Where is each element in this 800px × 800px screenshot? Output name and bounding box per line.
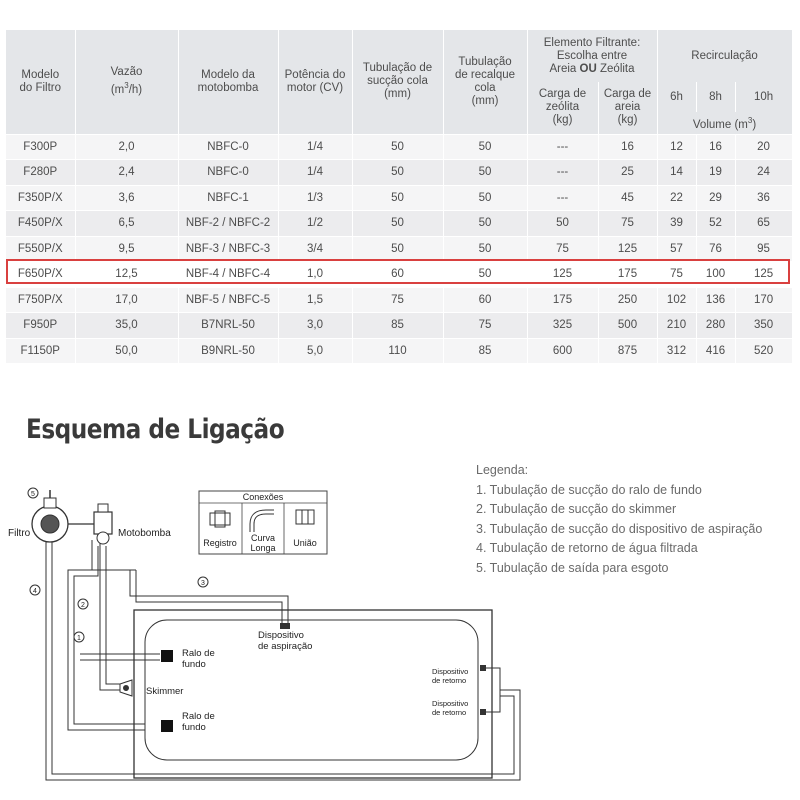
cell-modelo-motobomba: B7NRL-50 [178, 313, 278, 339]
cell-modelo-filtro: F280P [6, 160, 75, 186]
table-row [6, 287, 792, 313]
pump-label: Motobomba [118, 528, 171, 539]
pool-outer-wall [134, 610, 492, 778]
pipe-number-2 [78, 599, 88, 609]
legend-item: 4. Tubulação de retorno de água filtrada [476, 541, 698, 555]
header-recirculacao: Recirculação [657, 30, 792, 82]
uniao-label: União [293, 538, 317, 548]
cell-potencia: 3,0 [278, 313, 352, 339]
cell-carga-areia: 175 [598, 262, 657, 288]
curva-label: Curva Longa [250, 533, 276, 553]
header-recalque: Tubulação de recalque cola (mm) [443, 30, 527, 134]
pipe-number-3 [198, 577, 208, 587]
cell-potencia: 5,0 [278, 338, 352, 363]
cell-potencia: 1,0 [278, 262, 352, 288]
cell-carga-areia: 75 [598, 211, 657, 237]
cell-volume-6h: 22 [657, 185, 696, 211]
header-8h: 8h [696, 82, 735, 112]
pipe-number-1 [74, 632, 84, 642]
cell-volume-8h: 16 [696, 134, 735, 160]
header-carga-areia: Carga de areia (kg) [598, 82, 657, 134]
cell-recalque: 85 [443, 338, 527, 363]
skimmer-icon [120, 680, 132, 696]
pipe-number-4 [30, 585, 40, 595]
header-vazao: Vazão $(m^3/h)$ [75, 30, 178, 134]
cell-vazao: 2,0 [75, 134, 178, 160]
cell-recalque: 75 [443, 313, 527, 339]
legend-title: Legenda: [476, 463, 529, 477]
cell-succao: 50 [352, 211, 443, 237]
cell-succao: 110 [352, 338, 443, 363]
svg-text:5: 5 [31, 491, 35, 498]
connections-title: Conexões [242, 492, 284, 502]
cell-modelo-motobomba: NBF-3 / NBFC-3 [178, 236, 278, 262]
cell-volume-6h: 312 [657, 338, 696, 363]
cell-vazao: 50,0 [75, 338, 178, 363]
return-device-label: Dispositivo de retorno [432, 667, 469, 685]
cell-potencia: 1/4 [278, 160, 352, 186]
cell-carga-areia: 125 [598, 236, 657, 262]
cell-volume-6h: 14 [657, 160, 696, 186]
cell-carga-zeolita: 50 [527, 211, 598, 237]
cell-volume-10h: 20 [735, 134, 792, 160]
cell-volume-8h: 280 [696, 313, 735, 339]
legend-item: 3. Tubulação de sucção do dispositivo de aspiração [476, 521, 763, 536]
cell-recalque: 50 [443, 134, 527, 160]
cell-volume-6h: 39 [657, 211, 696, 237]
pump-icon [68, 504, 112, 544]
table-row [6, 185, 792, 211]
pipes [46, 540, 520, 780]
cell-recalque: 50 [443, 211, 527, 237]
cell-modelo-filtro: F450P/X [6, 211, 75, 237]
cell-potencia: 1/2 [278, 211, 352, 237]
cell-volume-10h: 24 [735, 160, 792, 186]
cell-succao: 50 [352, 134, 443, 160]
cell-carga-zeolita: 325 [527, 313, 598, 339]
cell-carga-zeolita: 125 [527, 262, 598, 288]
table-row [6, 160, 792, 186]
return-device-icon [480, 709, 486, 715]
aspiration-device-label: Dispositivo de aspiração [258, 630, 313, 652]
registro-label: Registro [203, 538, 237, 548]
cell-volume-8h: 76 [696, 236, 735, 262]
cell-carga-areia: 25 [598, 160, 657, 186]
legend-item: 1. Tubulação de sucção do ralo de fundo [476, 482, 702, 497]
filter-icon [32, 490, 68, 542]
return-device-icon [480, 665, 486, 671]
cell-vazao: 12,5 [75, 262, 178, 288]
cell-succao: 85 [352, 313, 443, 339]
cell-modelo-motobomba: NBF-2 / NBFC-2 [178, 211, 278, 237]
cell-recalque: 50 [443, 236, 527, 262]
cell-carga-zeolita: 175 [527, 287, 598, 313]
cell-volume-8h: 416 [696, 338, 735, 363]
header-potencia: Potência do motor (CV) [278, 30, 352, 134]
cell-modelo-filtro: F1150P [6, 338, 75, 363]
table-row [6, 236, 792, 262]
cell-modelo-filtro: F350P/X [6, 185, 75, 211]
cell-modelo-filtro: F550P/X [6, 236, 75, 262]
cell-volume-8h: 100 [696, 262, 735, 288]
cell-modelo-motobomba: NBF-5 / NBFC-5 [178, 287, 278, 313]
cell-modelo-motobomba: NBFC-1 [178, 185, 278, 211]
cell-carga-areia: 250 [598, 287, 657, 313]
cell-carga-zeolita: 75 [527, 236, 598, 262]
header-6h: 6h [657, 82, 696, 112]
cell-volume-8h: 29 [696, 185, 735, 211]
table-body [6, 134, 792, 363]
cell-recalque: 50 [443, 262, 527, 288]
cell-succao: 50 [352, 185, 443, 211]
section-title: Esquema de Ligação [26, 414, 285, 445]
cell-succao: 50 [352, 160, 443, 186]
svg-text:1: 1 [77, 635, 81, 642]
cell-volume-10h: 95 [735, 236, 792, 262]
svg-text:3: 3 [201, 580, 205, 587]
cell-volume-8h: 136 [696, 287, 735, 313]
skimmer-label: Skimmer [146, 686, 184, 697]
cell-volume-10h: 350 [735, 313, 792, 339]
cell-modelo-filtro: F950P [6, 313, 75, 339]
cell-potencia: 1,5 [278, 287, 352, 313]
cell-carga-areia: 45 [598, 185, 657, 211]
cell-recalque: 50 [443, 185, 527, 211]
specification-table [6, 30, 793, 363]
floor-drain-icon [161, 720, 173, 732]
svg-text:4: 4 [33, 588, 37, 595]
connection-diagram [0, 480, 540, 800]
floor-drain-label: Ralo de fundo [182, 711, 215, 733]
legend-item: 5. Tubulação de saída para esgoto [476, 560, 669, 575]
table-row [6, 338, 792, 363]
table-row [6, 134, 792, 160]
table-row [6, 262, 792, 288]
cell-recalque: 50 [443, 160, 527, 186]
cell-volume-10h: 125 [735, 262, 792, 288]
cell-volume-10h: 170 [735, 287, 792, 313]
cell-carga-zeolita: --- [527, 134, 598, 160]
cell-carga-areia: 875 [598, 338, 657, 363]
cell-succao: 75 [352, 287, 443, 313]
cell-volume-6h: 102 [657, 287, 696, 313]
cell-recalque: 60 [443, 287, 527, 313]
cell-modelo-filtro: F300P [6, 134, 75, 160]
cell-volume-10h: 520 [735, 338, 792, 363]
cell-modelo-motobomba: B9NRL-50 [178, 338, 278, 363]
floor-drain-icon [161, 650, 173, 662]
cell-volume-8h: 19 [696, 160, 735, 186]
cell-carga-zeolita: --- [527, 185, 598, 211]
cell-potencia: 1/4 [278, 134, 352, 160]
header-modelo-filtro: Modelo do Filtro [6, 30, 75, 134]
cell-modelo-filtro: F750P/X [6, 287, 75, 313]
header-modelo-motobomba: Modelo da motobomba [178, 30, 278, 134]
header-10h: 10h [735, 82, 792, 112]
cell-volume-6h: 57 [657, 236, 696, 262]
cell-volume-6h: 75 [657, 262, 696, 288]
cell-carga-zeolita: --- [527, 160, 598, 186]
cell-modelo-motobomba: NBFC-0 [178, 134, 278, 160]
cell-carga-zeolita: 600 [527, 338, 598, 363]
cell-vazao: 3,6 [75, 185, 178, 211]
cell-carga-areia: 16 [598, 134, 657, 160]
floor-drain-label: Ralo de fundo [182, 648, 215, 670]
cell-succao: 50 [352, 236, 443, 262]
cell-vazao: 17,0 [75, 287, 178, 313]
cell-volume-10h: 36 [735, 185, 792, 211]
cell-succao: 60 [352, 262, 443, 288]
header-carga-zeolita: Carga de zeólita (kg) [527, 82, 598, 134]
table-row [6, 211, 792, 237]
header-elemento-filtrante: Elemento Filtrante: Escolha entre Areia OU Zeólita [527, 30, 657, 82]
cell-vazao: 35,0 [75, 313, 178, 339]
legend-item: 2. Tubulação de sucção do skimmer [476, 502, 677, 516]
aspiration-device-icon [280, 623, 290, 629]
header-volume: Volume $(m^3)$ [657, 112, 792, 134]
header-succao: Tubulação de sucção cola (mm) [352, 30, 443, 134]
cell-vazao: 2,4 [75, 160, 178, 186]
cell-volume-6h: 12 [657, 134, 696, 160]
return-device-label: Dispositivo de retorno [432, 699, 469, 717]
cell-modelo-motobomba: NBF-4 / NBFC-4 [178, 262, 278, 288]
cell-vazao: 6,5 [75, 211, 178, 237]
cell-volume-10h: 65 [735, 211, 792, 237]
cell-vazao: 9,5 [75, 236, 178, 262]
cell-potencia: 3/4 [278, 236, 352, 262]
cell-volume-8h: 52 [696, 211, 735, 237]
svg-text:2: 2 [81, 602, 85, 609]
cell-modelo-motobomba: NBFC-0 [178, 160, 278, 186]
pipe-number-5 [28, 488, 38, 498]
table-row [6, 313, 792, 339]
filter-label: Filtro [8, 528, 31, 539]
connections-box [199, 491, 327, 554]
cell-modelo-filtro: F650P/X [6, 262, 75, 288]
cell-volume-6h: 210 [657, 313, 696, 339]
cell-potencia: 1/3 [278, 185, 352, 211]
cell-carga-areia: 500 [598, 313, 657, 339]
